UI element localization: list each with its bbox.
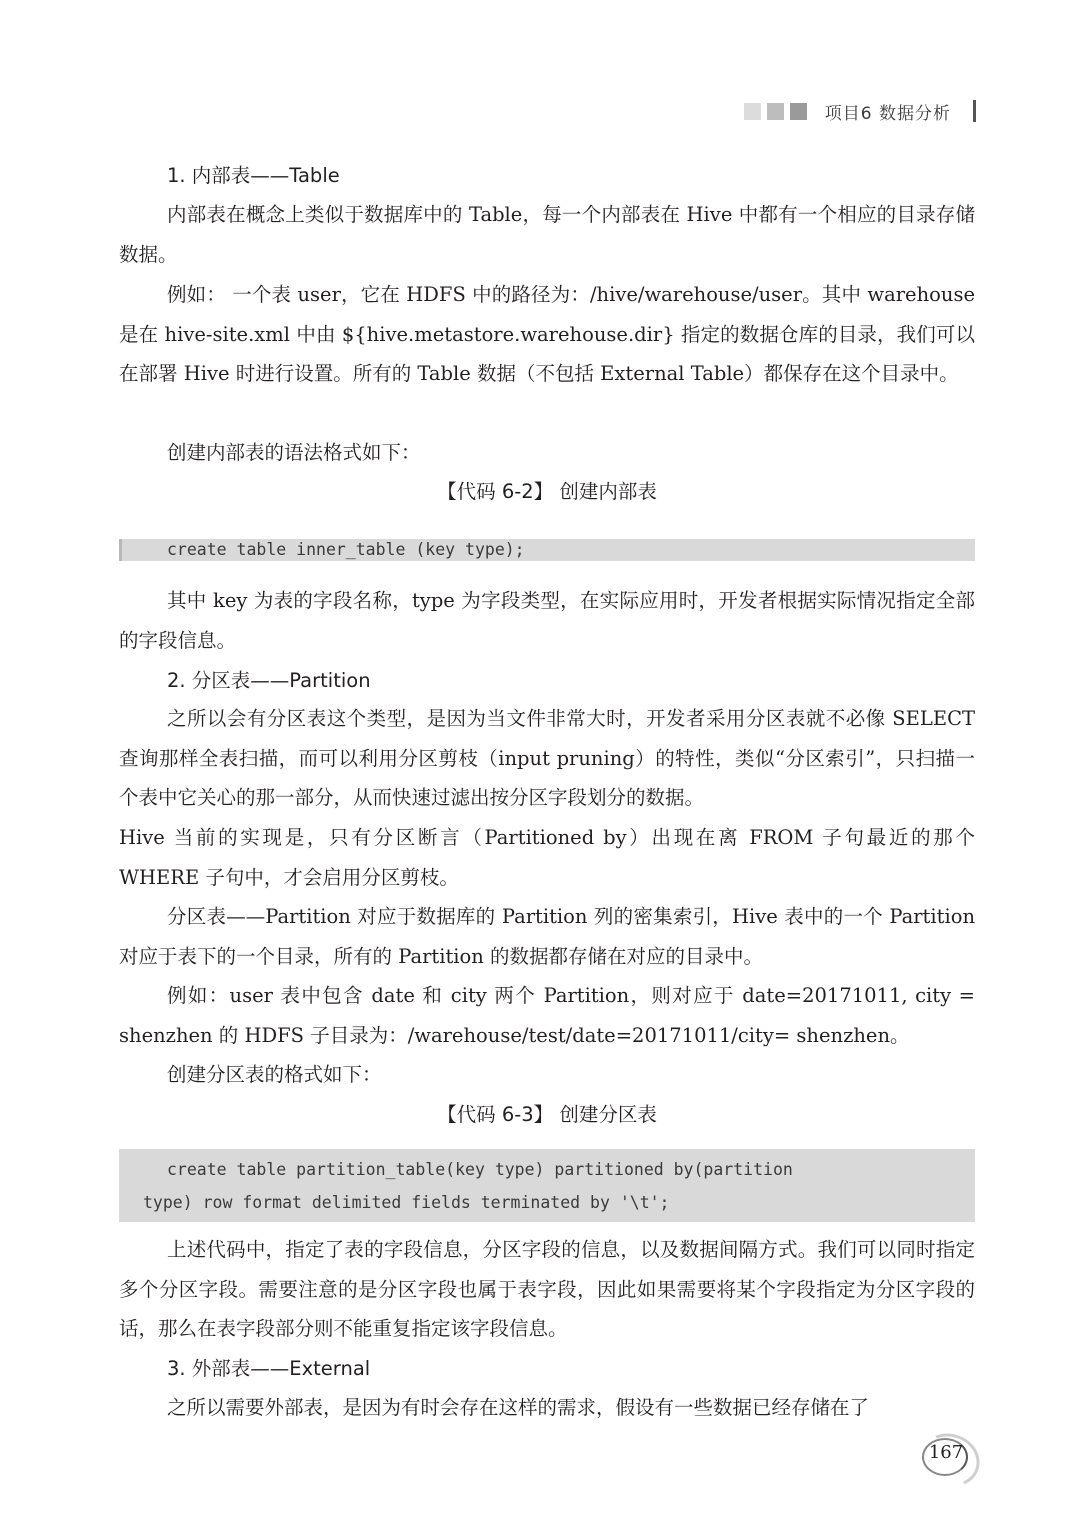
paragraph: 其中 key 为表的字段名称，type 为字段类型，在实际应用时，开发者根据实际情况指定全部的字段信息。 <box>119 589 975 652</box>
code-line: type) row format delimited fields terminated by '\t'; <box>143 1193 670 1212</box>
page-number-badge <box>918 1432 978 1482</box>
header-bar <box>973 100 976 122</box>
paragraph: 例如： 一个表 user，它在 HDFS 中的路径为：/hive/warehouse/user。其中 warehouse 是在 hive-site.xml 中由 ${hive.metastore.warehouse.dir} 指定的数据仓库的目录，我们可以在部署 Hive 时进行设置。所有的 Table 数据（不包括 External Table）都保存在这个目录中。 <box>119 283 975 385</box>
paragraph: 之所以会有分区表这个类型，是因为当文件非常大时，开发者采用分区表就不必像 SELECT 查询那样全表扫描，而可以利用分区剪枝（input pruning）的特性，类似“分区索引”，只扫描一个表中它关心的那一部分，从而快速过滤出按分区字段划分的数据。 <box>119 707 975 809</box>
header-title: 项目6 数据分析 <box>824 103 951 124</box>
section-heading-partition: 2. 分区表——Partition <box>167 669 371 692</box>
code-line: create table partition_table(key type) partitioned by(partition <box>167 1160 793 1179</box>
section-heading-external: 3. 外部表——External <box>167 1357 371 1380</box>
paragraph: 创建分区表的格式如下： <box>167 1063 382 1086</box>
header-square-mid <box>767 103 784 120</box>
paragraph: 创建内部表的语法格式如下： <box>167 441 421 464</box>
running-header <box>744 98 976 124</box>
paragraph: 内部表在概念上类似于数据库中的 Table，每一个内部表在 Hive 中都有一个相应的目录存储数据。 <box>119 203 975 266</box>
header-square-light <box>744 103 761 120</box>
paragraph: 上述代码中，指定了表的字段信息，分区字段的信息，以及数据间隔方式。我们可以同时指定多个分区字段。需要注意的是分区字段也属于表字段，因此如果需要将某个字段指定为分区字段的话，那么在表字段部分则不能重复指定该字段信息。 <box>119 1238 975 1340</box>
header-square-dark <box>790 103 807 120</box>
code-caption: 【代码 6-2】 创建内部表 <box>437 480 657 503</box>
paragraph: 分区表——Partition 对应于数据库的 Partition 列的密集索引，Hive 表中的一个 Partition 对应于表下的一个目录，所有的 Partition 的数据都存储在对应的目录中。 <box>119 905 975 968</box>
paragraph: 之所以需要外部表，是因为有时会存在这样的需求，假设有一些数据已经存储在了 <box>167 1396 870 1419</box>
code-caption: 【代码 6-3】 创建分区表 <box>437 1103 657 1126</box>
paragraph: 例如：user 表中包含 date 和 city 两个 Partition，则对应于 date=20171011, city = shenzhen 的 HDFS 子目录为：/warehouse/test/date=20171011/city= shenzhen。 <box>119 984 975 1047</box>
paragraph: Hive 当前的实现是，只有分区断言（Partitioned by）出现在离 FROM 子句最近的那个 WHERE 子句中，才会启用分区剪枝。 <box>119 826 975 889</box>
page-number: 167 <box>928 1442 964 1463</box>
section-heading-table: 1. 内部表——Table <box>167 164 340 187</box>
code-block <box>119 1149 975 1222</box>
code-block: create table inner_table (key type); <box>119 539 975 561</box>
